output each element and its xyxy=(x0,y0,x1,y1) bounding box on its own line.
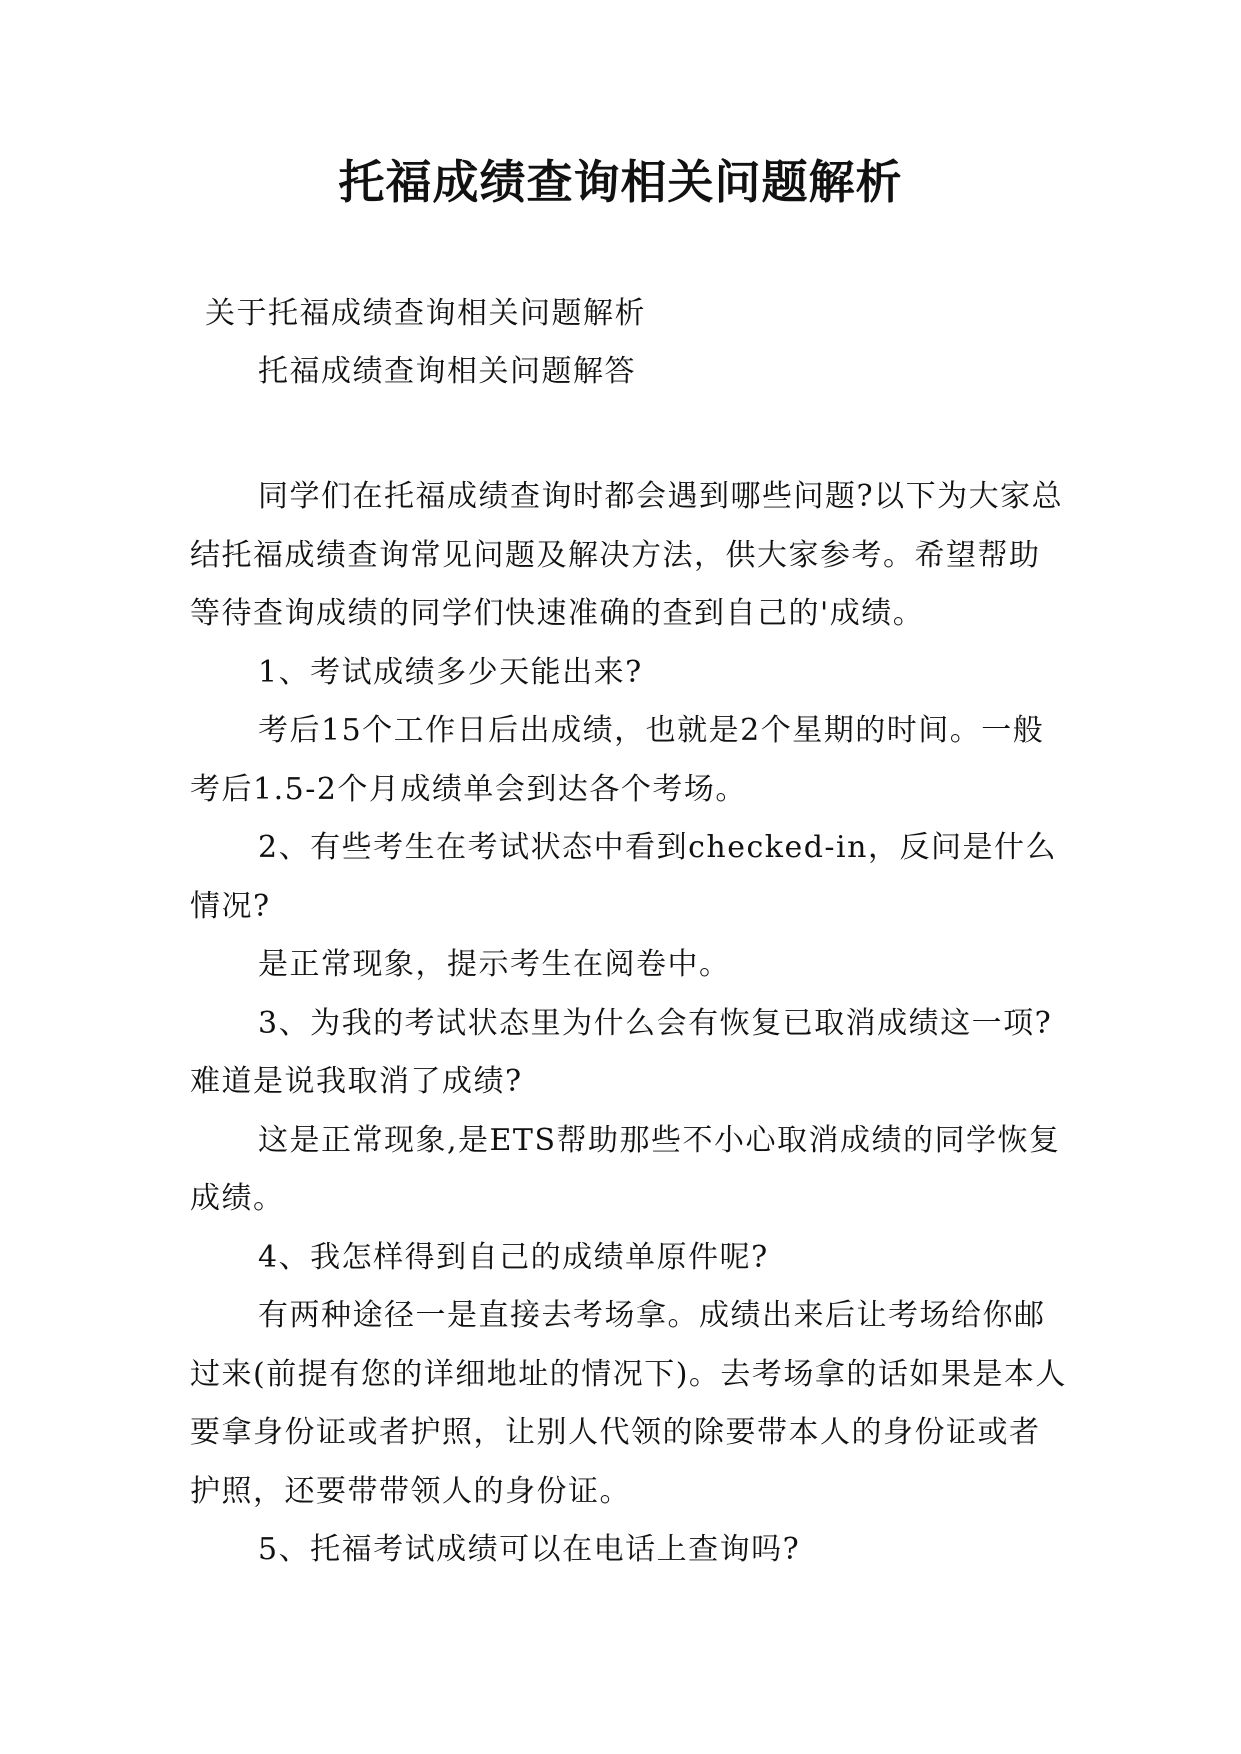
answer-2: 是正常现象，提示考生在阅卷中。 xyxy=(258,947,731,982)
document-title: 托福成绩查询相关问题解析 xyxy=(338,155,903,209)
document-body xyxy=(190,468,1070,1580)
subtitle-about: 关于托福成绩查询相关问题解析 xyxy=(205,296,646,331)
question-1: 1、考试成绩多少天能出来? xyxy=(258,654,643,690)
answer-3: 这是正常现象,是ETS帮助那些不小心取消成绩的同学恢复成绩。 xyxy=(190,1122,1061,1216)
question-5: 5、托福考试成绩可以在电话上查询吗? xyxy=(258,1532,801,1567)
intro-paragraph: 同学们在托福成绩查询时都会遇到哪些问题?以下为大家总结托福成绩查询常见问题及解决方法，供大家参考。希望帮助等待查询成绩的同学们快速准确的查到自己的'成绩。 xyxy=(190,479,1064,631)
question-2: 2、有些考生在考试状态中看到checked-in，反问是什么情况? xyxy=(190,830,1057,924)
question-3: 3、为我的考试状态里为什么会有恢复已取消成绩这一项?难道是说我取消了成绩? xyxy=(190,1005,1053,1099)
question-4: 4、我怎样得到自己的成绩单原件呢? xyxy=(258,1239,769,1275)
answer-1: 考后15个工作日后出成绩，也就是2个星期的时间。一般考后1.5-2个月成绩单会到达各个考场。 xyxy=(190,713,1045,807)
answer-4: 有两种途径一是直接去考场拿。成绩出来后让考场给你邮过来(前提有您的详细地址的情况下)。去考场拿的话如果是本人要拿身份证或者护照，让别人代领的除要带本人的身份证或者护照，还要带带领人的身份证。 xyxy=(190,1298,1067,1509)
subtitle-answers: 托福成绩查询相关问题解答 xyxy=(258,354,636,389)
